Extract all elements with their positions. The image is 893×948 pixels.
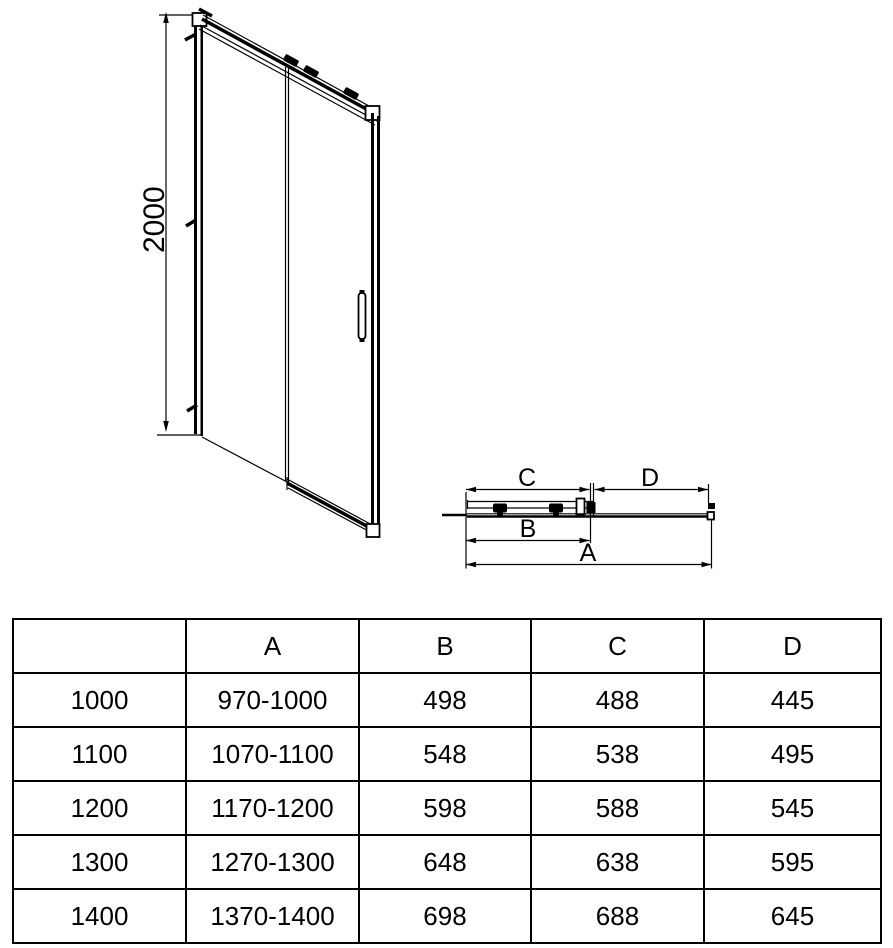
dimension-c — [466, 464, 590, 492]
plan-guide-bracket — [577, 499, 585, 515]
cell-a: 1270-1300 — [186, 835, 359, 889]
header-a: A — [186, 619, 359, 673]
top-rail — [199, 9, 380, 125]
cell-a: 1370-1400 — [186, 889, 359, 943]
cell-d: 445 — [704, 673, 881, 727]
cell-size: 1200 — [13, 781, 186, 835]
cell-c: 638 — [531, 835, 704, 889]
cell-a: 970-1000 — [186, 673, 359, 727]
bottom-rail-right-cap — [367, 524, 380, 537]
rail-track-band — [202, 19, 379, 116]
cell-b: 698 — [359, 889, 531, 943]
arrow-right-icon — [698, 487, 708, 493]
plan-roller-2 — [549, 504, 563, 513]
table-row — [13, 781, 881, 835]
arrow-left-icon — [466, 538, 476, 544]
header-size — [13, 619, 186, 673]
glass-top-edge — [199, 29, 375, 125]
cell-size: 1100 — [13, 727, 186, 781]
cell-c: 538 — [531, 727, 704, 781]
dim-a-label: A — [579, 539, 597, 567]
arrow-left-icon — [466, 487, 476, 493]
right-frame-bar-inner — [377, 116, 380, 536]
header-d: D — [704, 619, 881, 673]
front-view — [138, 9, 380, 537]
cell-d: 595 — [704, 835, 881, 889]
table-row — [13, 727, 881, 781]
bottom-rail — [202, 437, 380, 537]
arrow-left-icon — [466, 562, 476, 568]
right-frame-bar-outer — [371, 113, 374, 532]
cell-d: 545 — [704, 781, 881, 835]
table-header-row — [13, 619, 881, 673]
cell-b: 648 — [359, 835, 531, 889]
cell-a: 1070-1100 — [186, 727, 359, 781]
door-handle — [359, 293, 366, 339]
dimension-b — [466, 515, 590, 543]
table-row — [13, 889, 881, 943]
plan-roller-1 — [493, 504, 507, 513]
height-dimension-label: 2000 — [138, 186, 171, 253]
dimension-d — [595, 464, 709, 503]
sliding-panel-edge — [286, 67, 289, 482]
dim-c-label: C — [517, 464, 537, 492]
fixed-panel-right-cap — [708, 512, 715, 520]
header-b: B — [359, 619, 531, 673]
cell-size: 1000 — [13, 673, 186, 727]
cell-c: 488 — [531, 673, 704, 727]
bottom-rail-line-2 — [288, 488, 372, 533]
cell-c: 588 — [531, 781, 704, 835]
cell-b: 598 — [359, 781, 531, 835]
cell-size: 1400 — [13, 889, 186, 943]
arrow-left-icon — [595, 487, 605, 493]
header-c: C — [531, 619, 704, 673]
arrow-right-icon — [580, 487, 590, 493]
cell-d: 645 — [704, 889, 881, 943]
fixed-glass-bottom-edge — [202, 437, 287, 482]
bottom-rail-line-1 — [287, 479, 374, 526]
cell-b: 548 — [359, 727, 531, 781]
cell-d: 495 — [704, 727, 881, 781]
dimensions-table — [12, 618, 882, 944]
cell-c: 688 — [531, 889, 704, 943]
table-row — [13, 673, 881, 727]
wall-profile-bar-outer — [194, 26, 197, 434]
dim-b-label: B — [519, 515, 537, 543]
wall-profile — [185, 13, 207, 436]
wall-anchor-block — [708, 503, 715, 509]
arrow-up-icon — [163, 12, 169, 23]
arrow-right-icon — [702, 562, 712, 568]
plan-view — [442, 464, 715, 569]
arrow-down-icon — [163, 421, 169, 432]
dim-d-label: D — [640, 464, 660, 492]
cell-a: 1170-1200 — [186, 781, 359, 835]
bottom-rail-band — [287, 483, 374, 530]
cell-b: 498 — [359, 673, 531, 727]
cell-size: 1300 — [13, 835, 186, 889]
wall-profile-bar-inner — [201, 26, 204, 436]
table-row — [13, 835, 881, 889]
right-frame — [359, 113, 381, 536]
